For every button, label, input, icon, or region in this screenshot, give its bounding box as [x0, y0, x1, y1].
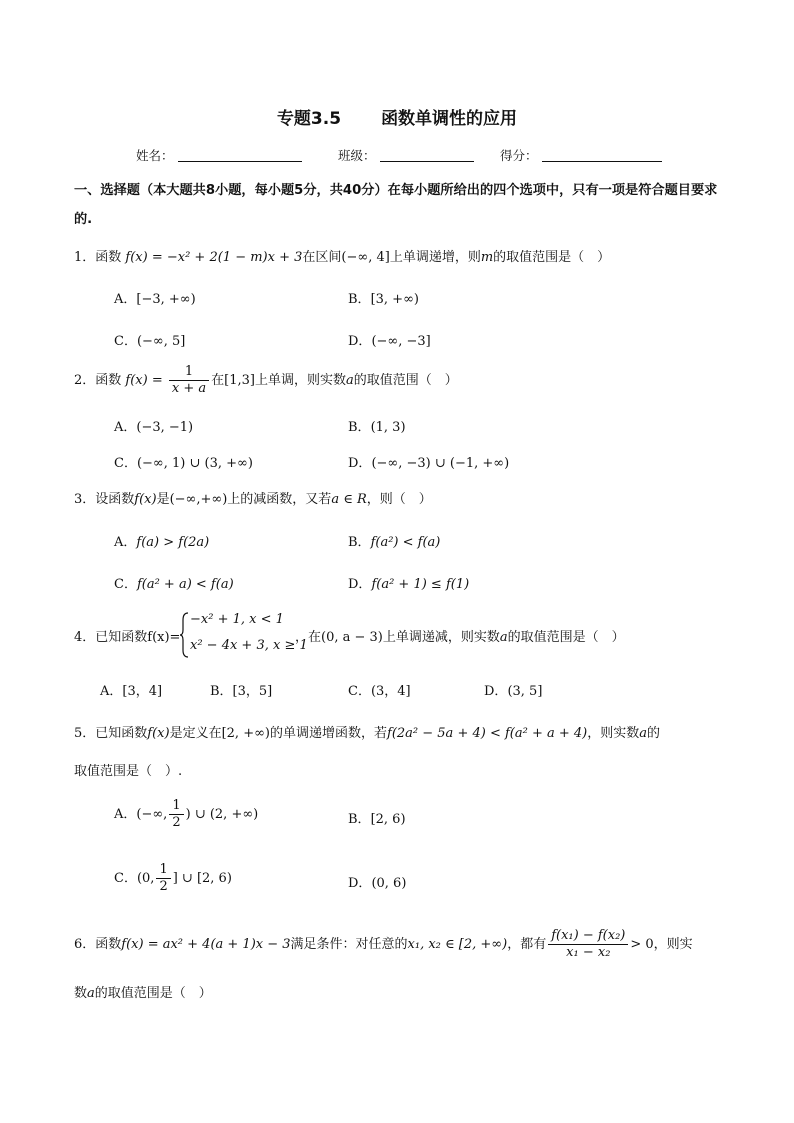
q1-variable: m	[480, 250, 494, 265]
option-letter: B．	[348, 420, 371, 435]
q3-condition: a ∈ R	[331, 492, 367, 507]
section-heading: 一、选择题（本大题共8小题，每小题5分，共40分）在每小题所给出的四个选项中，只有一项是符合题目要求的.	[74, 183, 718, 227]
q5-text-1: 5．已知函数	[74, 726, 148, 741]
q5-line-2: 取值范围是（ ）.	[74, 764, 183, 779]
q5-option-a[interactable]	[114, 798, 258, 831]
question-3	[74, 488, 432, 507]
q3-number: 3．设函数	[74, 492, 135, 507]
class-field	[338, 146, 474, 164]
q2-variable: a	[345, 373, 354, 388]
option-letter: D．	[348, 577, 372, 592]
q6-text-2: ，都有	[507, 937, 547, 952]
option-letter: D．	[348, 334, 372, 349]
fraction-denominator: x₁ − x₂	[566, 945, 611, 960]
q6-number: 6．函数	[74, 937, 122, 952]
question-5	[74, 722, 660, 741]
q2-option-a[interactable]	[114, 416, 193, 435]
name-field	[136, 146, 302, 164]
option-letter: C．	[114, 577, 137, 592]
name-label: 姓名：	[136, 148, 174, 163]
option-letter: B．	[348, 812, 371, 827]
q1-option-a[interactable]	[114, 288, 196, 307]
option-letter: A．	[114, 292, 137, 307]
option-value: (−∞, −3]	[371, 334, 431, 349]
q3-text: 是(−∞,+∞)上的减函数，又若	[156, 492, 332, 507]
option-fraction	[169, 798, 183, 831]
page-title	[0, 104, 794, 129]
option-value-post: ) ∪ (2, +∞)	[185, 807, 259, 822]
option-value: [2, 6)	[370, 812, 406, 827]
q4-option-b[interactable]: B．[3，5]	[210, 684, 273, 699]
option-letter: B．	[348, 535, 371, 550]
q3-option-a[interactable]	[114, 531, 209, 550]
option-letter: B．	[348, 292, 371, 307]
option-letter: C．	[114, 334, 137, 349]
q1-text-2: 上单调递增，则	[389, 250, 481, 265]
fraction-numerator: f(x₁) − f(x₂)	[548, 928, 628, 945]
q1-option-d[interactable]	[348, 330, 431, 349]
class-blank	[380, 149, 474, 162]
q6-text-1: 满足条件：对任意的	[290, 937, 408, 952]
option-value-pre: (0,	[136, 871, 155, 886]
q3-option-c[interactable]	[114, 573, 234, 592]
q4-option-a[interactable]: A．[3，4]	[100, 684, 163, 699]
option-letter: D．	[348, 876, 372, 891]
option-value: (−∞, 5]	[136, 334, 186, 349]
option-value: f(a) > f(2a)	[136, 535, 210, 550]
q4-case-1: −x² + 1, x < 1	[190, 612, 284, 627]
q6-text-5: 的取值范围是（ ）	[94, 986, 212, 1001]
q6-text-3: ，则实	[653, 937, 693, 952]
q1-option-c[interactable]	[114, 330, 185, 349]
q3-function: f(x)	[134, 492, 157, 507]
q1-text-3: 的取值范围是（ ）	[493, 250, 611, 265]
q4-text-1: ，在(0, a − 3)上单调递减，则实数	[295, 630, 500, 645]
q6-fraction	[548, 928, 628, 961]
q5-domain: [2, +∞)	[221, 726, 270, 741]
option-value: (−∞, −3) ∪ (−1, +∞)	[371, 456, 510, 471]
option-letter: C．	[114, 871, 137, 886]
fraction-denominator: 2	[159, 879, 168, 894]
q5-function: f(x)	[147, 726, 170, 741]
option-letter: D．	[348, 456, 372, 471]
q6-line-2	[74, 982, 212, 1001]
fraction-denominator: x + a	[171, 381, 207, 396]
q5-text-3: 的单调递增函数，若	[270, 726, 388, 741]
fraction-numerator: 1	[156, 862, 170, 879]
q4-case-2: x² − 4x + 3, x ≥ 1	[190, 638, 308, 653]
fraction-numerator: 1	[169, 364, 209, 381]
title-number: 专题3.5	[276, 109, 342, 129]
q5-text-5: 的	[647, 726, 661, 741]
score-label: 得分：	[500, 148, 538, 163]
option-value: f(a² + 1) ≤ f(1)	[371, 577, 470, 592]
q5-variable: a	[639, 726, 648, 741]
q5-option-c[interactable]	[114, 862, 232, 895]
option-value-post: ] ∪ [2, 6)	[172, 871, 232, 886]
option-fraction	[156, 862, 170, 895]
score-blank	[542, 149, 662, 162]
option-value: (0, 6)	[371, 876, 407, 891]
option-value: (−∞, 1) ∪ (3, +∞)	[136, 456, 253, 471]
title-text: 函数单调性的应用	[381, 109, 518, 129]
q6-variables: x₁, x₂ ∈ [2, +∞)	[407, 937, 508, 952]
q4-option-d[interactable]	[484, 680, 542, 699]
option-value: (1, 3)	[370, 420, 406, 435]
q6-text-4: 数	[74, 986, 88, 1001]
option-value: f(a²) < f(a)	[370, 535, 441, 550]
q5-text-2: 是定义在	[169, 726, 222, 741]
option-letter: A．	[114, 807, 137, 822]
class-label: 班级：	[338, 148, 376, 163]
q3-option-b[interactable]	[348, 531, 440, 550]
q4-variable: a	[499, 630, 508, 645]
option-letter: A．	[114, 535, 137, 550]
q2-option-c[interactable]	[114, 452, 253, 471]
question-2	[74, 364, 458, 397]
score-field	[500, 146, 662, 164]
q4-text	[295, 626, 625, 645]
option-value: (3, 5]	[507, 684, 543, 699]
q2-function: f(x) =	[125, 373, 163, 388]
question-1	[74, 246, 610, 265]
q4-number: 4．已知函数f(x)=	[74, 630, 181, 645]
left-brace-icon	[180, 612, 190, 658]
q5-inequality: f(2a² − 5a + 4) < f(a² + a + 4)	[387, 726, 588, 741]
name-blank	[178, 149, 302, 162]
fraction-numerator: 1	[169, 798, 183, 815]
question-6	[74, 928, 693, 961]
fraction-denominator: 2	[172, 815, 181, 830]
q5-text-4: ，则实数	[587, 726, 640, 741]
q6-function: f(x) = ax² + 4(a + 1)x − 3	[121, 937, 291, 952]
q1-option-b[interactable]	[348, 288, 419, 307]
q2-text-2: 的取值范围（ ）	[353, 373, 458, 388]
q2-option-b[interactable]	[348, 416, 406, 435]
option-value: f(a² + a) < f(a)	[136, 577, 234, 592]
question-4	[74, 626, 180, 645]
q6-variable: a	[87, 986, 95, 1001]
q1-text: 在区间	[302, 250, 342, 265]
q1-function: f(x) = −x² + 2(1 − m)x + 3	[125, 250, 303, 265]
q5-option-b[interactable]	[348, 808, 406, 827]
q6-greater: > 0	[630, 937, 654, 952]
q1-interval: (−∞, 4]	[341, 250, 390, 265]
q2-number: 2．函数	[74, 373, 122, 388]
q2-text: 在[1,3]上单调，则实数	[211, 373, 346, 388]
q2-option-d[interactable]	[348, 452, 509, 471]
q4-option-c[interactable]: C．(3，4]	[348, 684, 411, 699]
option-letter: A．	[114, 420, 137, 435]
q1-number: 1．函数	[74, 250, 122, 265]
q4-text-2: 的取值范围是（ ）	[507, 630, 625, 645]
option-letter: C．	[114, 456, 137, 471]
option-letter: D．	[484, 684, 508, 699]
q5-option-d[interactable]	[348, 872, 406, 891]
option-value: (−3, −1)	[136, 420, 194, 435]
q3-text-2: ，则（ ）	[366, 492, 432, 507]
option-value: [3, +∞)	[370, 292, 419, 307]
q3-option-d[interactable]	[348, 573, 469, 592]
option-value: [−3, +∞)	[136, 292, 196, 307]
option-value-pre: (−∞,	[136, 807, 168, 822]
q2-fraction	[169, 364, 209, 397]
